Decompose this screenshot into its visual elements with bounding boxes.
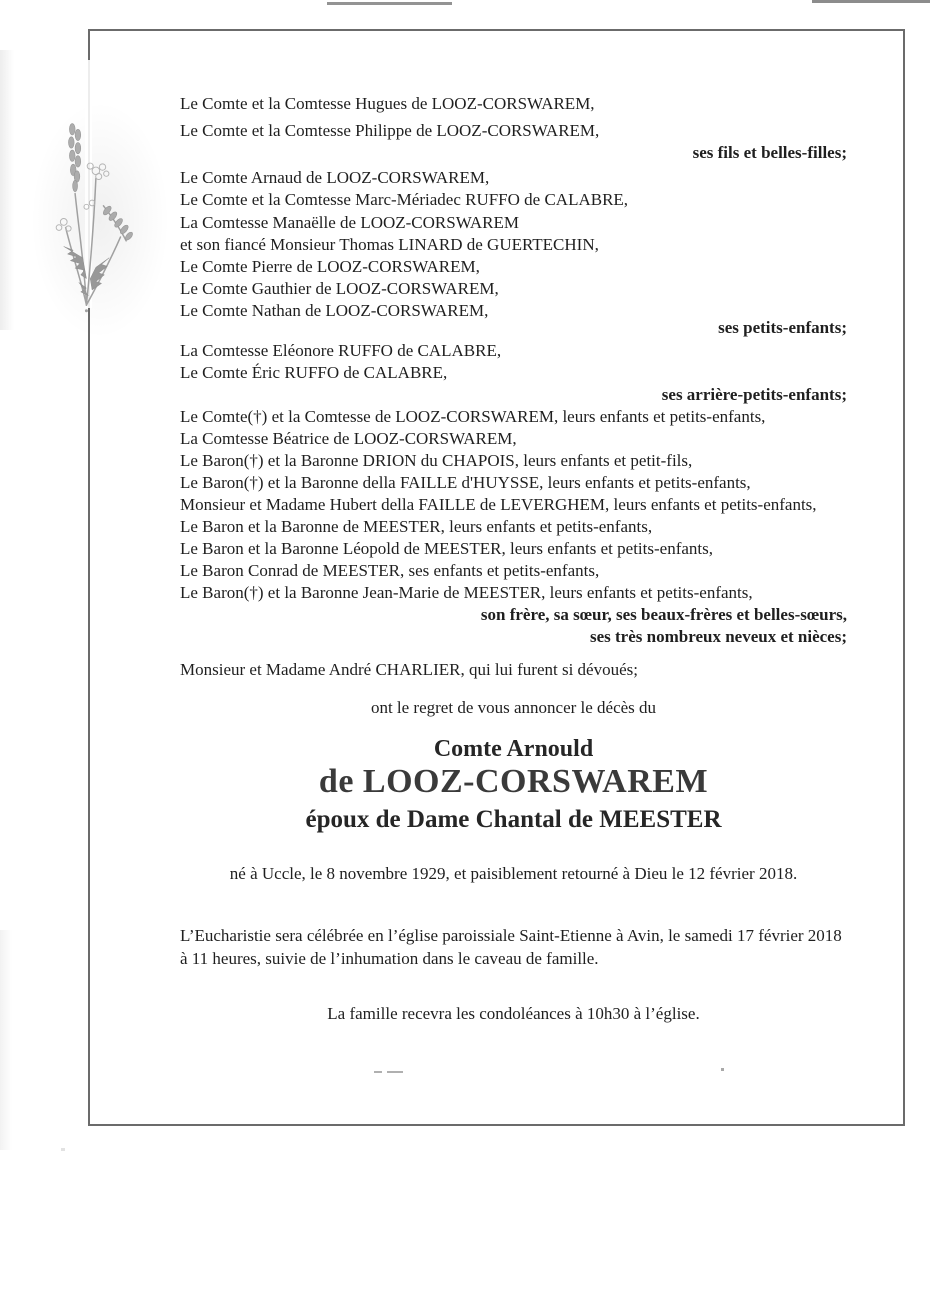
family-line: Le Comte(†) et la Comtesse de LOOZ-CORSWAREM, leurs enfants et petits-enfants,: [180, 407, 766, 426]
family-line: Le Baron et la Baronne Léopold de MEESTER, leurs enfants et petits-enfants,: [180, 539, 713, 558]
deceased-title: Comte Arnould: [433, 736, 594, 762]
family-line: La Comtesse Manaëlle de LOOZ-CORSWAREM: [180, 213, 519, 232]
family-line: Le Comte et la Comtesse Marc-Mériadec RUFFO de CALABRE,: [180, 190, 629, 209]
family-line: Le Baron Conrad de MEESTER, ses enfants et petits-enfants,: [180, 561, 600, 580]
relation-label: ses très nombreux neveux et nièces;: [589, 627, 847, 646]
caregivers-line: Monsieur et Madame André CHARLIER, qui lui furent si dévoués;: [180, 660, 638, 679]
scan-artifact-dash: [374, 1071, 382, 1073]
family-line: La Comtesse Eléonore RUFFO de CALABRE,: [180, 341, 502, 360]
family-line: et son fiancé Monsieur Thomas LINARD de GUERTECHIN,: [180, 235, 599, 254]
scanner-shadow: [0, 50, 14, 330]
scan-artifact-dash: [387, 1071, 403, 1073]
family-line: Le Comte et la Comtesse Philippe de LOOZ-CORSWAREM,: [180, 121, 600, 140]
family-line: Le Comte Arnaud de LOOZ-CORSWAREM,: [180, 168, 490, 187]
deceased-spouse: époux de Dame Chantal de MEESTER: [305, 806, 722, 833]
announcement-line: ont le regret de vous annoncer le décès du: [370, 698, 657, 717]
scan-artifact-dot: [721, 1068, 724, 1071]
announcement-text: [180, 0, 847, 1314]
life-dates-line: né à Uccle, le 8 novembre 1929, et paisiblement retourné à Dieu le 12 février 2018.: [229, 864, 798, 883]
family-line: Le Baron(†) et la Baronne della FAILLE d'HUYSSE, leurs enfants et petits-enfants,: [180, 473, 751, 492]
deceased-name: de LOOZ-CORSWAREM: [318, 763, 709, 800]
condolences-line: La famille recevra les condoléances à 10h30 à l’église.: [327, 1004, 700, 1023]
family-line: Le Comte et la Comtesse Hugues de LOOZ-CORSWAREM,: [180, 94, 595, 113]
family-line: Le Comte Nathan de LOOZ-CORSWAREM,: [180, 301, 489, 320]
scanner-shadow: [0, 930, 12, 1150]
relation-label: son frère, sa sœur, ses beaux-frères et belles-sœurs,: [480, 605, 847, 624]
family-line: Le Baron et la Baronne de MEESTER, leurs enfants et petits-enfants,: [180, 517, 653, 536]
dried-flowers-icon: [46, 116, 142, 324]
relation-label: ses petits-enfants;: [718, 318, 847, 337]
family-line: Le Baron(†) et la Baronne Jean-Marie de MEESTER, leurs enfants et petits-enfants,: [180, 583, 753, 602]
family-line: Monsieur et Madame Hubert della FAILLE de LEVERGHEM, leurs enfants et petits-enfants,: [180, 495, 817, 514]
family-line: Le Comte Gauthier de LOOZ-CORSWAREM,: [180, 279, 499, 298]
service-line: à 11 heures, suivie de l’inhumation dans le caveau de famille.: [180, 949, 599, 968]
service-line: L’Eucharistie sera célébrée en l’église paroissiale Saint-Etienne à Avin, le samedi 17 février 2018: [180, 926, 842, 945]
family-line: Le Comte Éric RUFFO de CALABRE,: [180, 363, 448, 382]
family-line: La Comtesse Béatrice de LOOZ-CORSWAREM,: [180, 429, 517, 448]
relation-label: ses arrière-petits-enfants;: [661, 385, 847, 404]
scan-artifact-dot: [61, 1148, 65, 1151]
family-line: Le Comte Pierre de LOOZ-CORSWAREM,: [180, 257, 480, 276]
relation-label: ses fils et belles-filles;: [692, 143, 847, 162]
family-line: Le Baron(†) et la Baronne DRION du CHAPOIS, leurs enfants et petit-fils,: [180, 451, 693, 470]
